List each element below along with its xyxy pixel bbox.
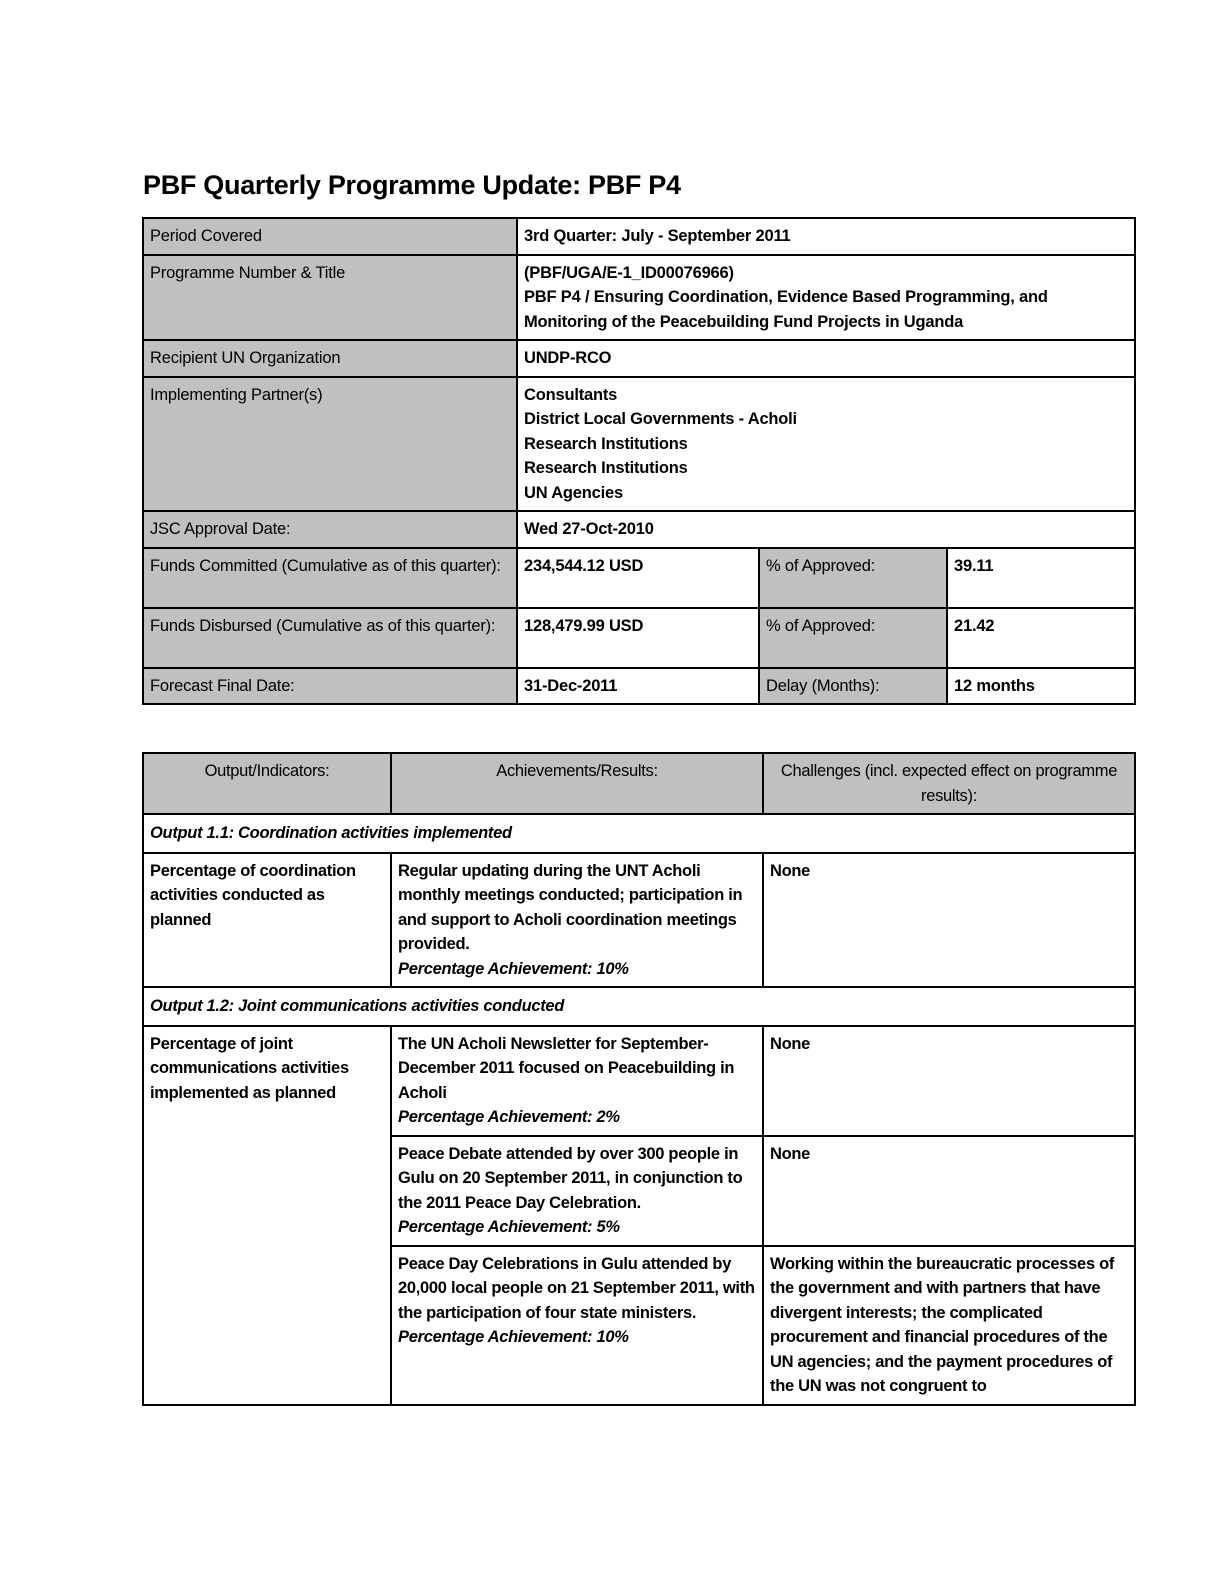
- funds-committed-label: Funds Committed (Cumulative as of this quarter):: [143, 548, 517, 608]
- row-forecast: [143, 668, 1135, 705]
- achievement-text: Peace Debate attended by over 300 people in Gulu on 20 September 2011, in conjunction to the 2011 Peace Day Celebration.: [398, 1144, 743, 1212]
- percentage-achievement: Percentage Achievement: 10%: [398, 959, 629, 978]
- row-funds-committed: [143, 548, 1135, 608]
- funds-committed-pct-label: % of Approved:: [759, 548, 947, 608]
- header-achievements: Achievements/Results:: [391, 753, 763, 814]
- period-covered-value: 3rd Quarter: July - September 2011: [517, 218, 1135, 255]
- recipient-label: Recipient UN Organization: [143, 340, 517, 377]
- programme-number: (PBF/UGA/E-1_ID00076966): [524, 263, 734, 282]
- programme-label: Programme Number & Title: [143, 255, 517, 341]
- delay-value: 12 months: [947, 668, 1135, 705]
- programme-value: [517, 255, 1135, 341]
- delay-label: Delay (Months):: [759, 668, 947, 705]
- output-title-row: [143, 987, 1135, 1026]
- challenge-cell: None: [763, 1136, 1135, 1246]
- funds-disbursed-value: 128,479.99 USD: [517, 608, 759, 668]
- partner-item: District Local Governments - Acholi: [524, 410, 797, 428]
- jsc-approval-value: Wed 27-Oct-2010: [517, 511, 1135, 548]
- challenge-cell: Working within the bureaucratic processes of the government and with partners that have divergent interests; the complicated procurement and financial procedures of the UN agencies; and the payment procedures of the UN was not congruent to: [763, 1246, 1135, 1405]
- partner-item: Research Institutions: [524, 459, 688, 477]
- achievement-cell: [391, 1026, 763, 1136]
- row-period-covered: [143, 218, 1135, 255]
- row-programme: [143, 255, 1135, 341]
- programme-summary-table: [142, 217, 1136, 705]
- partner-item: Consultants: [524, 385, 618, 404]
- funds-committed-value: 234,544.12 USD: [517, 548, 759, 608]
- period-covered-label: Period Covered: [143, 218, 517, 255]
- funds-disbursed-pct-label: % of Approved:: [759, 608, 947, 668]
- funds-disbursed-label: Funds Disbursed (Cumulative as of this quarter):: [143, 608, 517, 668]
- percentage-achievement: Percentage Achievement: 5%: [398, 1218, 620, 1236]
- achievement-cell: [391, 1246, 763, 1405]
- forecast-value: 31-Dec-2011: [517, 668, 759, 705]
- result-row: [143, 1026, 1135, 1136]
- recipient-value: UNDP-RCO: [517, 340, 1135, 377]
- forecast-label: Forecast Final Date:: [143, 668, 517, 705]
- output-title: Output 1.2: Joint communications activities conducted: [143, 987, 1135, 1026]
- partners-list: [517, 377, 1135, 512]
- row-recipient: [143, 340, 1135, 377]
- funds-committed-pct-value: 39.11: [947, 548, 1135, 608]
- partners-label: Implementing Partner(s): [143, 377, 517, 512]
- programme-title-line2: Monitoring of the Peacebuilding Fund Projects in Uganda: [524, 312, 964, 331]
- achievement-text: Regular updating during the UNT Acholi monthly meetings conducted; participation in and support to Acholi coordination meetings provided.: [398, 861, 743, 953]
- indicator-cell: Percentage of coordination activities conducted as planned: [143, 853, 391, 988]
- output-title-row: [143, 814, 1135, 853]
- jsc-approval-label: JSC Approval Date:: [143, 511, 517, 548]
- challenge-cell: None: [763, 1026, 1135, 1136]
- header-output-indicators: Output/Indicators:: [143, 753, 391, 814]
- partner-item: UN Agencies: [524, 483, 623, 502]
- results-header-row: [143, 753, 1135, 814]
- achievement-cell: [391, 853, 763, 988]
- percentage-achievement: Percentage Achievement: 10%: [398, 1328, 629, 1346]
- funds-disbursed-pct-value: 21.42: [947, 608, 1135, 668]
- achievement-cell: [391, 1136, 763, 1246]
- partner-item: Research Institutions: [524, 434, 688, 453]
- percentage-achievement: Percentage Achievement: 2%: [398, 1108, 620, 1126]
- results-table: [142, 752, 1136, 1406]
- achievement-text: The UN Acholi Newsletter for September-December 2011 focused on Peacebuilding in Acholi: [398, 1034, 735, 1102]
- header-challenges: Challenges (incl. expected effect on programme results):: [763, 753, 1135, 814]
- result-row: [143, 853, 1135, 988]
- row-partners: [143, 377, 1135, 512]
- row-funds-disbursed: [143, 608, 1135, 668]
- output-title: Output 1.1: Coordination activities implemented: [143, 814, 1135, 853]
- challenge-cell: None: [763, 853, 1135, 988]
- indicator-cell: Percentage of joint communications activities implemented as planned: [143, 1026, 391, 1405]
- achievement-text: Peace Day Celebrations in Gulu attended by 20,000 local people on 21 September 2011, with the participation of four state ministers.: [398, 1254, 755, 1322]
- page-title: PBF Quarterly Programme Update: PBF P4: [143, 170, 681, 200]
- row-jsc-approval: [143, 511, 1135, 548]
- programme-title-line1: PBF P4 / Ensuring Coordination, Evidence Based Programming, and: [524, 288, 1048, 306]
